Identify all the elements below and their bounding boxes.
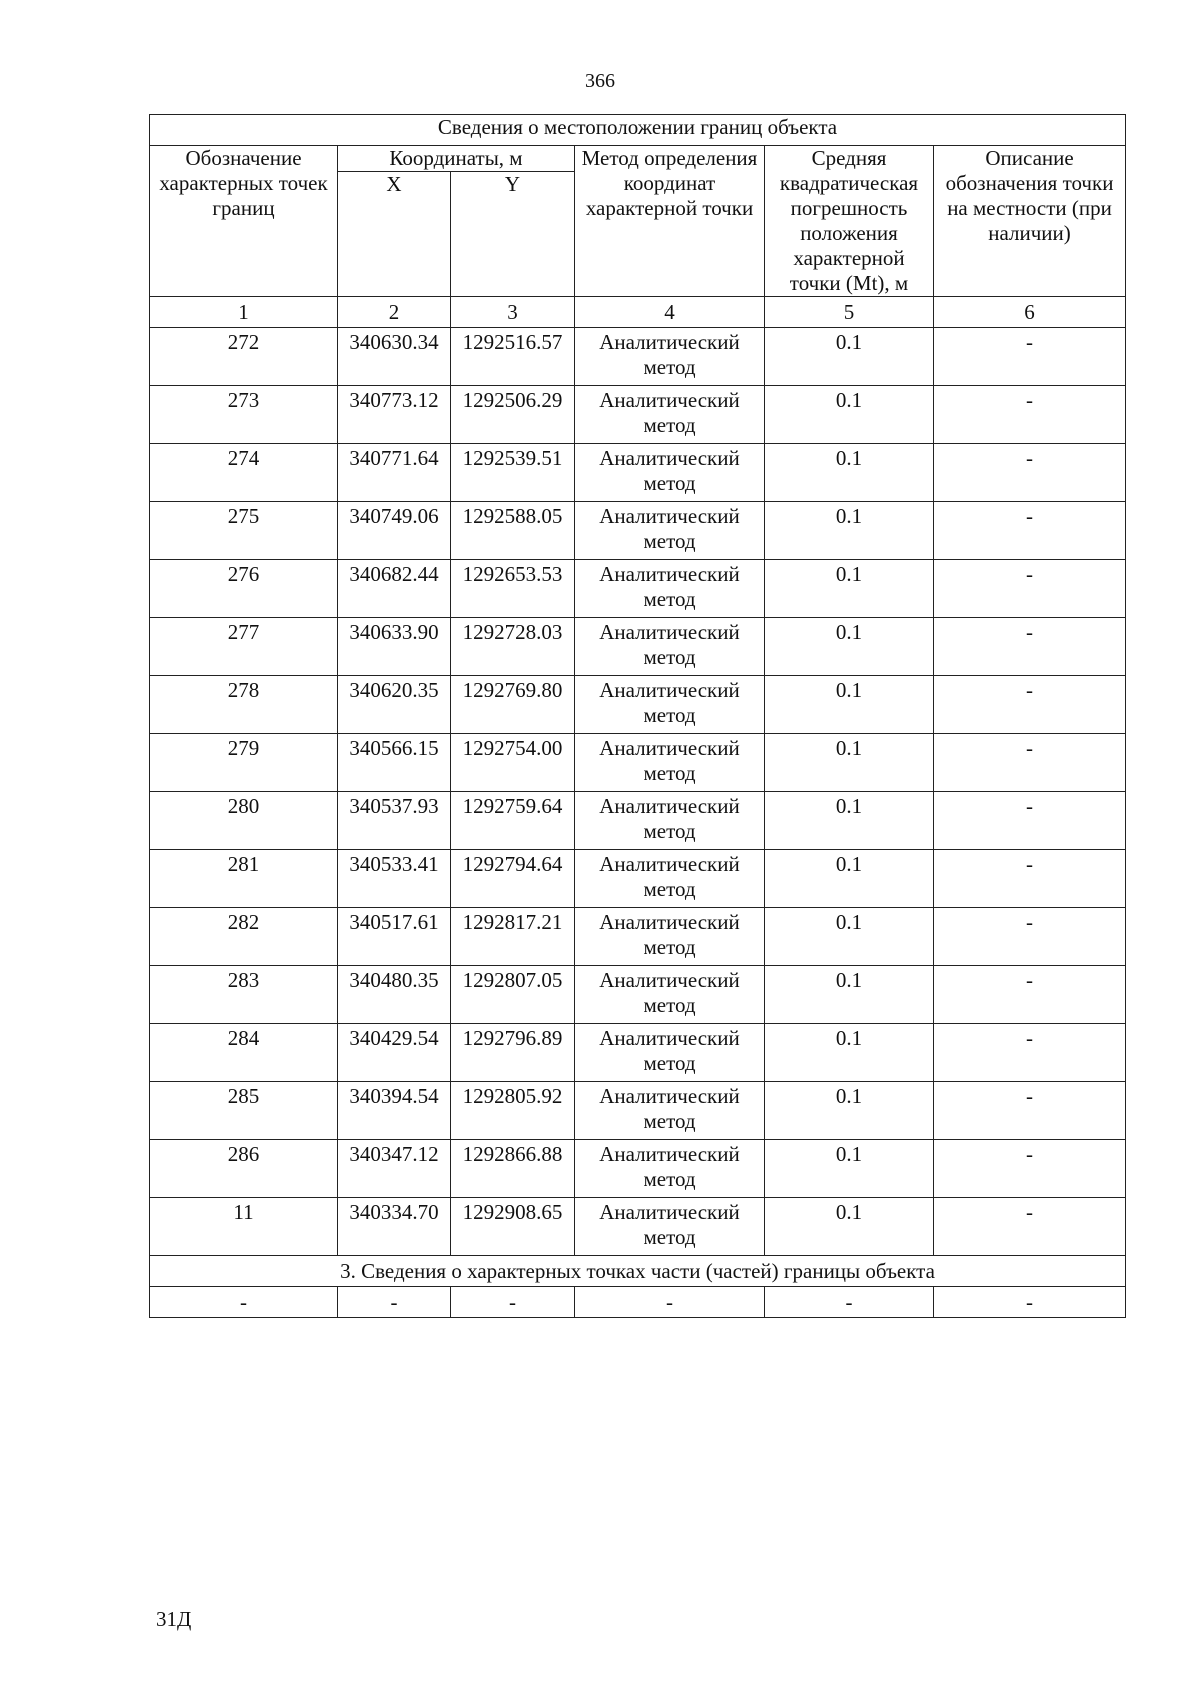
y-coordinate-cell: 1292728.03	[451, 618, 575, 676]
x-coordinate-cell: 340347.12	[338, 1140, 451, 1198]
column-number: 5	[765, 297, 934, 328]
method-cell: Аналитический метод	[575, 444, 765, 502]
description-cell: -	[934, 966, 1126, 1024]
table-row	[150, 444, 1126, 502]
point-cell: 286	[150, 1140, 338, 1198]
point-cell: 285	[150, 1082, 338, 1140]
point-cell: 280	[150, 792, 338, 850]
table-title: Сведения о местоположении границ объекта	[150, 115, 1126, 146]
y-coordinate-cell: 1292588.05	[451, 502, 575, 560]
table-row	[150, 792, 1126, 850]
method-cell: Аналитический метод	[575, 792, 765, 850]
footer-code: 31Д	[156, 1607, 192, 1631]
x-coordinate-cell: 340749.06	[338, 502, 451, 560]
x-coordinate-cell: 340633.90	[338, 618, 451, 676]
description-cell: -	[934, 444, 1126, 502]
description-cell: -	[934, 1082, 1126, 1140]
method-cell: Аналитический метод	[575, 1140, 765, 1198]
error-cell: 0.1	[765, 1198, 934, 1256]
y-coordinate-cell: 1292794.64	[451, 850, 575, 908]
error-cell: 0.1	[765, 734, 934, 792]
table-row	[150, 1198, 1126, 1256]
y-coordinate-cell: 1292759.64	[451, 792, 575, 850]
method-cell: Аналитический метод	[575, 734, 765, 792]
column-number: 4	[575, 297, 765, 328]
x-coordinate-cell: 340394.54	[338, 1082, 451, 1140]
description-cell: -	[934, 386, 1126, 444]
column-number: 2	[338, 297, 451, 328]
method-cell: Аналитический метод	[575, 1082, 765, 1140]
y-coordinate-cell: 1292796.89	[451, 1024, 575, 1082]
point-cell: 283	[150, 966, 338, 1024]
header-y: Y	[451, 172, 575, 297]
x-coordinate-cell: 340537.93	[338, 792, 451, 850]
section3-title: 3. Сведения о характерных точках части (частей) границы объекта	[150, 1256, 1126, 1287]
point-cell: 282	[150, 908, 338, 966]
method-cell: Аналитический метод	[575, 618, 765, 676]
y-coordinate-cell: 1292769.80	[451, 676, 575, 734]
description-cell: -	[934, 676, 1126, 734]
point-cell: 276	[150, 560, 338, 618]
x-coordinate-cell: 340429.54	[338, 1024, 451, 1082]
description-cell: -	[934, 502, 1126, 560]
point-cell: 274	[150, 444, 338, 502]
table-row	[150, 328, 1126, 386]
description-cell: -	[934, 1024, 1126, 1082]
error-cell: 0.1	[765, 618, 934, 676]
method-cell: Аналитический метод	[575, 560, 765, 618]
y-coordinate-cell: 1292805.92	[451, 1082, 575, 1140]
table-row	[150, 1140, 1126, 1198]
description-cell: -	[934, 734, 1126, 792]
description-cell: -	[934, 850, 1126, 908]
y-coordinate-cell: 1292653.53	[451, 560, 575, 618]
error-cell: 0.1	[765, 1082, 934, 1140]
y-coordinate-cell: 1292539.51	[451, 444, 575, 502]
method-cell: Аналитический метод	[575, 386, 765, 444]
x-coordinate-cell: 340630.34	[338, 328, 451, 386]
table-row	[150, 734, 1126, 792]
method-cell: Аналитический метод	[575, 850, 765, 908]
section3-cell: -	[338, 1287, 451, 1318]
x-coordinate-cell: 340517.61	[338, 908, 451, 966]
point-cell: 278	[150, 676, 338, 734]
section3-row	[150, 1287, 1126, 1318]
description-cell: -	[934, 560, 1126, 618]
section3-cell: -	[150, 1287, 338, 1318]
y-coordinate-cell: 1292807.05	[451, 966, 575, 1024]
header-x: X	[338, 172, 451, 297]
y-coordinate-cell: 1292754.00	[451, 734, 575, 792]
error-cell: 0.1	[765, 1024, 934, 1082]
y-coordinate-cell: 1292516.57	[451, 328, 575, 386]
error-cell: 0.1	[765, 676, 934, 734]
y-coordinate-cell: 1292866.88	[451, 1140, 575, 1198]
error-cell: 0.1	[765, 908, 934, 966]
table-row	[150, 908, 1126, 966]
x-coordinate-cell: 340771.64	[338, 444, 451, 502]
method-cell: Аналитический метод	[575, 966, 765, 1024]
description-cell: -	[934, 618, 1126, 676]
method-cell: Аналитический метод	[575, 676, 765, 734]
header-error: Средняя квадратическая погрешность положения характерной точки (Mt), м	[765, 146, 934, 297]
y-coordinate-cell: 1292817.21	[451, 908, 575, 966]
error-cell: 0.1	[765, 386, 934, 444]
point-cell: 275	[150, 502, 338, 560]
table-row	[150, 1024, 1126, 1082]
x-coordinate-cell: 340566.15	[338, 734, 451, 792]
point-cell: 11	[150, 1198, 338, 1256]
column-number: 3	[451, 297, 575, 328]
point-cell: 281	[150, 850, 338, 908]
description-cell: -	[934, 792, 1126, 850]
error-cell: 0.1	[765, 560, 934, 618]
x-coordinate-cell: 340334.70	[338, 1198, 451, 1256]
x-coordinate-cell: 340620.35	[338, 676, 451, 734]
header-description: Описание обозначения точки на местности (при наличии)	[934, 146, 1126, 297]
error-cell: 0.1	[765, 792, 934, 850]
point-cell: 272	[150, 328, 338, 386]
point-cell: 279	[150, 734, 338, 792]
error-cell: 0.1	[765, 502, 934, 560]
header-designation: Обозначение характерных точек границ	[150, 146, 338, 297]
point-cell: 273	[150, 386, 338, 444]
x-coordinate-cell: 340682.44	[338, 560, 451, 618]
table-row	[150, 1082, 1126, 1140]
description-cell: -	[934, 1140, 1126, 1198]
x-coordinate-cell: 340480.35	[338, 966, 451, 1024]
table-row	[150, 560, 1126, 618]
header-method: Метод определения координат характерной точки	[575, 146, 765, 297]
x-coordinate-cell: 340773.12	[338, 386, 451, 444]
description-cell: -	[934, 1198, 1126, 1256]
method-cell: Аналитический метод	[575, 1024, 765, 1082]
table-row	[150, 850, 1126, 908]
page-number: 366	[585, 70, 615, 92]
error-cell: 0.1	[765, 444, 934, 502]
table-row	[150, 618, 1126, 676]
column-number-row	[150, 297, 1126, 328]
description-cell: -	[934, 908, 1126, 966]
error-cell: 0.1	[765, 850, 934, 908]
method-cell: Аналитический метод	[575, 502, 765, 560]
y-coordinate-cell: 1292908.65	[451, 1198, 575, 1256]
section3-cell: -	[934, 1287, 1126, 1318]
section3-cell: -	[451, 1287, 575, 1318]
table-row	[150, 386, 1126, 444]
point-cell: 277	[150, 618, 338, 676]
table-row	[150, 676, 1126, 734]
column-number: 1	[150, 297, 338, 328]
header-coordinates: Координаты, м	[338, 146, 575, 172]
section3-cell: -	[575, 1287, 765, 1318]
error-cell: 0.1	[765, 966, 934, 1024]
column-number: 6	[934, 297, 1126, 328]
error-cell: 0.1	[765, 1140, 934, 1198]
table-row	[150, 966, 1126, 1024]
error-cell: 0.1	[765, 328, 934, 386]
method-cell: Аналитический метод	[575, 328, 765, 386]
method-cell: Аналитический метод	[575, 908, 765, 966]
section3-cell: -	[765, 1287, 934, 1318]
method-cell: Аналитический метод	[575, 1198, 765, 1256]
point-cell: 284	[150, 1024, 338, 1082]
description-cell: -	[934, 328, 1126, 386]
boundary-table	[149, 114, 1126, 1318]
x-coordinate-cell: 340533.41	[338, 850, 451, 908]
y-coordinate-cell: 1292506.29	[451, 386, 575, 444]
table-row	[150, 502, 1126, 560]
